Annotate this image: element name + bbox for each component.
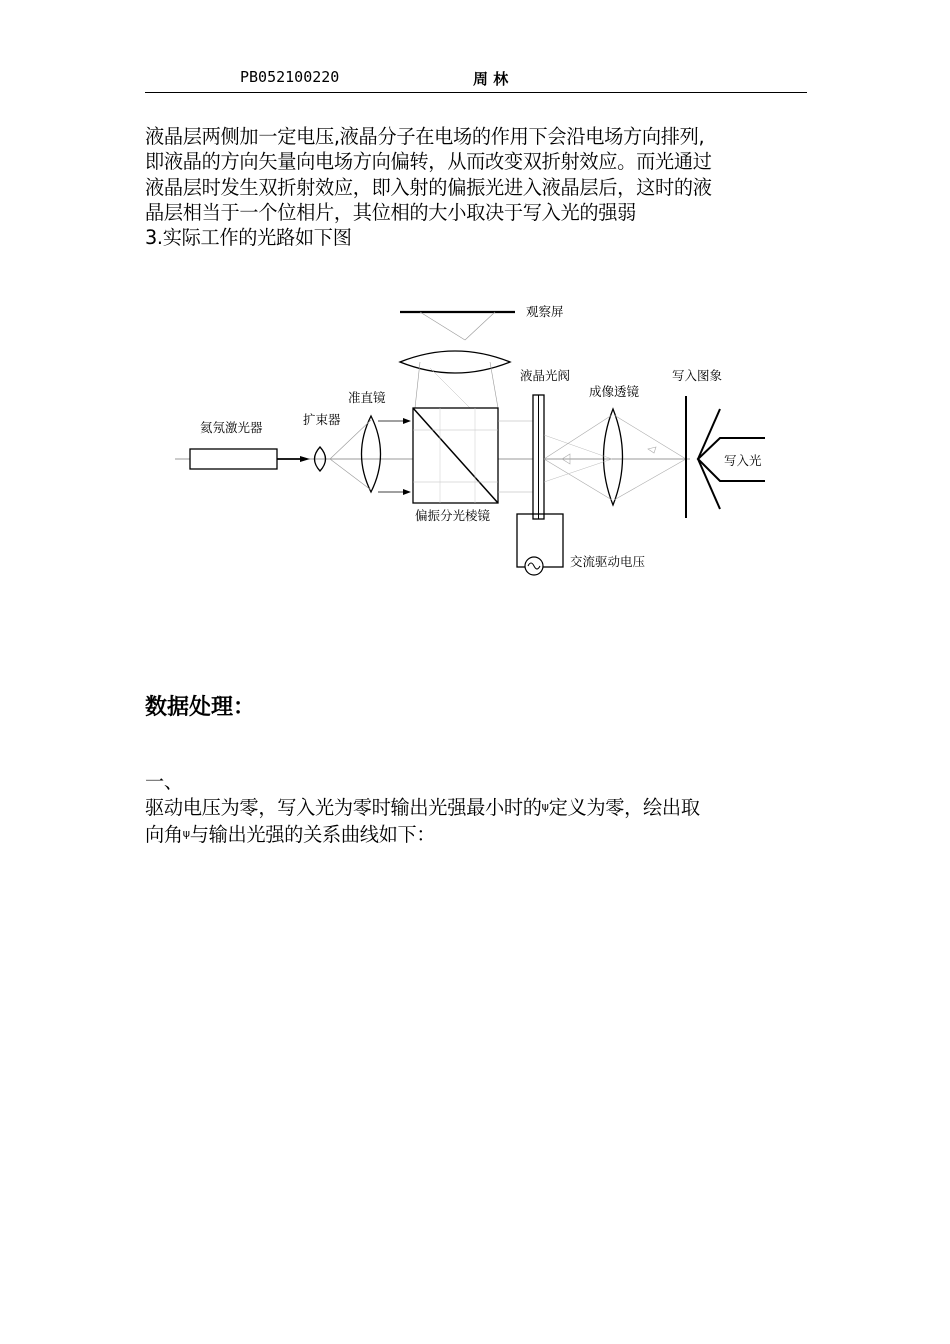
laser-label: 氦氖激光器 [200, 420, 263, 435]
laser [190, 449, 277, 469]
part1-line: 向角$^\psi$与输出光强的关系曲线如下： [145, 822, 436, 846]
intro-line: 3.实际工作的光路如下图 [145, 226, 352, 250]
expander-label: 扩束器 [303, 412, 341, 427]
intro-paragraph [145, 124, 815, 250]
collimator-lens [362, 416, 381, 492]
write-light-label: 写入光 [724, 453, 762, 468]
section-title: 数据处理： [145, 695, 256, 720]
imaging-lens-label: 成像透镜 [589, 384, 640, 399]
psi-symbol: ψ [182, 826, 190, 840]
student-id: PB052100220 [240, 68, 340, 86]
write-image-label: 写入图象 [672, 368, 723, 383]
screen-label: 观察屏 [526, 304, 564, 319]
pbs-label: 偏振分光棱镜 [415, 508, 491, 523]
ac-voltage-label: 交流驱动电压 [570, 554, 646, 569]
projection-lens [400, 351, 510, 373]
part1-line: 驱动电压为零，写入光为零时输出光强最小时的$^\psi$定义为零，绘出取 [145, 796, 700, 820]
intro-line: 液晶层两侧加一定电压,液晶分子在电场的作用下会沿电场方向排列, [145, 125, 705, 148]
optical-path-diagram [150, 285, 800, 595]
intro-line: 晶层相当于一个位相片，其位相的大小取决于写入光的强弱 [145, 200, 637, 224]
part1-paragraph [145, 769, 815, 847]
page-header [145, 66, 807, 93]
part1-number: 一、 [145, 770, 183, 793]
lcd-valve-label: 液晶光阀 [520, 368, 571, 383]
collimator-label: 准直镜 [348, 390, 386, 405]
intro-line: 液晶层时发生双折射效应，即入射的偏振光进入液晶层后，这时的液 [145, 175, 712, 199]
author-name: 周 林 [473, 70, 509, 88]
intro-line: 即液晶的方向矢量向电场方向偏转，从而改变双折射效应。而光通过 [145, 150, 712, 174]
psi-symbol: ψ [541, 800, 549, 814]
